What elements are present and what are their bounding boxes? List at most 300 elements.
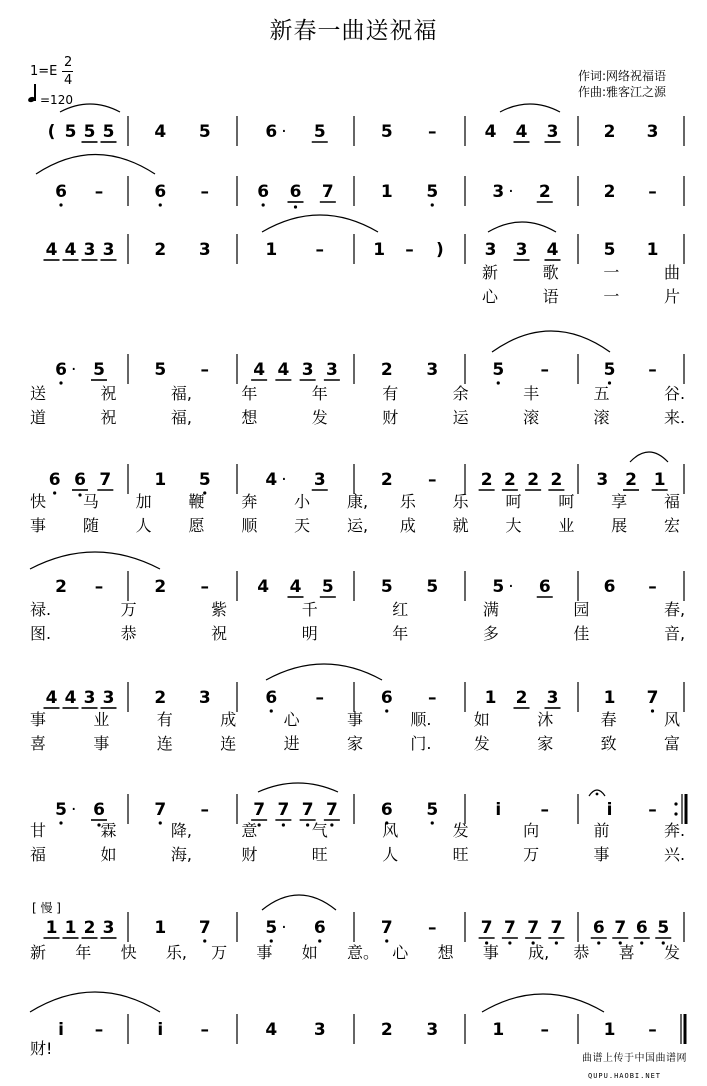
lyric-char: 业 [558,516,575,535]
lyric-char: 喜 [618,943,635,962]
lyric-char: 顺 [241,516,258,535]
note: 6 [74,470,86,490]
note: 2 [527,470,540,490]
note: 3 [313,470,326,490]
note: 1 [492,1020,505,1040]
lyric-char: 降, [170,821,192,840]
lyric-char: 人 [135,516,152,535]
note: 6 [538,577,551,597]
note: 1 [646,240,659,260]
lyric-char: 财! [30,1039,53,1058]
note: 5 [603,240,616,260]
note: 5 [102,122,115,142]
lyric-char: 随 [82,516,99,535]
lyric-char: 千 [301,600,318,619]
note: 7 [527,918,540,938]
low-octave-dot-icon [431,203,434,206]
lyric-char: 年 [75,943,92,962]
note: i [157,1020,164,1040]
lyric-char: 丰 [523,384,540,403]
note: – [200,577,209,597]
lyric-char: 音, [664,624,686,643]
lyric-char: 明 [301,624,318,643]
lyric-char: 旺 [311,845,328,864]
note: 4 [257,577,270,597]
note: 1 [45,918,58,938]
note: 7 [646,688,659,708]
lyric-char: 宏 [664,516,681,535]
note: – [648,360,657,380]
note: 4 [253,360,266,380]
note: 7 [503,918,516,938]
low-octave-dot-icon [306,823,309,826]
lyric-char: 就 [452,516,469,535]
note: 6 [380,688,393,708]
note: – [648,1020,657,1040]
note: 3 [426,360,439,380]
note: 3 [646,122,659,142]
lyric-char: 顺. [410,710,432,729]
note: 2 [380,360,393,380]
note: 2 [625,470,637,490]
augmentation-dot: · [71,800,77,820]
note: 4 [154,122,167,142]
note: 7 [480,918,493,938]
note: 4 [515,122,528,142]
note: 7 [380,918,393,938]
low-octave-dot-icon [385,939,388,942]
note: ( [47,122,56,142]
lyric-char: 事 [482,943,499,962]
lyric-char: 呵 [558,492,575,511]
note: 6 [592,918,605,938]
note: 6 [93,800,105,820]
note: 6 [313,918,326,938]
note: 5 [265,918,278,938]
lyric-char: 紫 [211,600,228,619]
lyric-char: 万 [120,600,137,619]
slur [492,331,610,352]
lyric-char: 乐 [452,492,469,511]
low-octave-dot-icon [431,821,434,824]
key-signature: 1=E [30,64,58,79]
slur [258,783,338,792]
lyric-char: 运 [452,408,469,427]
lyric-char: 年 [241,384,258,403]
time-signature-bottom: 4 [64,73,73,88]
note: 4 [546,240,559,260]
lyric-char: 余 [452,384,469,403]
lyric-char: 财 [241,845,258,864]
note: 5 [313,122,326,142]
note: i [495,800,502,820]
note: 5 [426,182,439,202]
lyric-char: 连 [156,734,173,753]
note: 6 [265,122,278,142]
note: 4 [45,688,58,708]
note: 1 [154,470,167,490]
note: – [540,800,549,820]
lyric-char: 旺 [452,845,469,864]
lyric-char: 园 [573,600,590,619]
lyric-char: 运, [347,516,369,535]
note: 3 [102,918,115,938]
note: 7 [321,182,334,202]
repeat-dot-icon [674,802,677,805]
note: 7 [550,918,563,938]
note: – [428,470,437,490]
low-octave-dot-icon [78,493,81,496]
note: 2 [538,182,551,202]
repeat-dot-icon [674,812,677,815]
note: 3 [198,240,211,260]
lyric-char: 发 [664,943,681,962]
note: 3 [198,688,211,708]
note: 3 [492,182,505,202]
lyric-char: 发 [452,821,469,840]
lyric-char: 意。 [347,943,380,962]
augmentation-dot: · [281,470,287,490]
note: – [94,182,104,202]
note: 6 [603,577,616,597]
lyric-char: 一 [603,287,620,306]
note: 4 [265,470,278,490]
note: 4 [484,122,497,142]
lyric-char: 事 [256,943,273,962]
lyric-char: 人 [382,845,399,864]
lyric-char: 满 [482,600,499,619]
lyric-char: 事 [30,710,47,729]
note: 7 [301,800,314,820]
lyric-char: 有 [382,384,399,403]
note: 5 [321,577,334,597]
note: 5 [492,360,505,380]
lyric-char: 恭 [573,943,590,962]
lyric-char: 语 [542,287,559,306]
note: 4 [64,688,77,708]
note: 2 [55,577,67,597]
lyric-char: 快 [120,943,137,962]
lyric-char: 加 [135,492,152,511]
lyric-char: 滚 [593,408,610,427]
lyric-char: 鞭 [188,492,205,511]
tempo-value: =120 [40,93,73,107]
slur [266,664,382,680]
lyric-char: 祝 [211,624,228,643]
note: 2 [380,470,393,490]
lyric-char: 心 [392,943,409,962]
lyric-char: 享 [611,492,628,511]
lyric-char: 意 [241,821,258,840]
lyric-char: 福 [30,845,47,864]
note: 1 [484,688,497,708]
note: 4 [277,360,290,380]
lyric-char: 气 [311,821,328,840]
lyric-char: 乐, [165,943,187,962]
lyric-char: 来. [664,408,686,427]
note: 2 [380,1020,393,1040]
lyric-char: 如 [473,710,490,729]
note: – [428,918,437,938]
note: 3 [596,470,609,490]
note: ) [435,240,444,260]
lyric-char: 祝 [100,384,117,403]
slur [262,215,378,232]
low-octave-dot-icon [159,821,162,824]
note: – [94,577,104,597]
note: 2 [154,688,167,708]
slur [30,552,160,569]
lyric-char: 如 [100,845,117,864]
lyric-char: 向 [523,821,540,840]
lyric-char: 奔 [241,492,258,511]
note: 5 [198,122,211,142]
lyric-char: 家 [347,734,364,753]
note: 5 [380,122,393,142]
footer-site-text: 曲谱上传于中国曲谱网 [582,1053,687,1064]
note: – [200,360,209,380]
lyric-char: 展 [611,516,628,535]
note: 3 [426,1020,439,1040]
note: – [540,1020,549,1040]
lyric-char: 心 [482,287,499,306]
note: 5 [198,470,211,490]
lyric-char: 快 [30,492,47,511]
low-octave-dot-icon [385,709,388,712]
composer-credit: 作曲:雅客江之源 [578,85,667,99]
slur [482,994,604,1012]
note: 1 [380,182,393,202]
augmentation-dot: · [71,360,77,380]
lyric-char: 甘 [30,821,47,840]
lyric-char: 发 [311,408,328,427]
note: – [648,182,657,202]
note: 5 [657,918,670,938]
lyric-char: 年 [311,384,328,403]
note: – [648,577,657,597]
note: – [648,800,657,820]
note: 2 [83,918,96,938]
note: 7 [154,800,167,820]
lyric-char: 新 [482,263,499,282]
note: 1 [265,240,278,260]
lyric-char: 万 [523,845,540,864]
lyric-char: 愿 [188,516,205,535]
lyric-char: 春, [664,600,686,619]
note: 6 [380,800,393,820]
lyric-char: 道 [30,408,47,427]
lyric-char: 红 [392,600,409,619]
lyric-char: 送 [30,384,47,403]
low-octave-dot-icon [555,941,558,944]
low-octave-dot-icon [330,823,333,826]
lyric-char: 前 [593,821,610,840]
lyric-char: 谷. [664,384,686,403]
note: – [315,240,324,260]
lyric-char: 喜 [30,734,47,753]
lyric-char: 如 [301,943,318,962]
augmentation-dot: · [281,122,287,142]
note: 5 [380,577,393,597]
note: – [540,360,549,380]
low-octave-dot-icon [294,205,297,208]
lyric-char: 禄. [30,600,52,619]
lyric-char: 想 [241,408,258,427]
low-octave-dot-icon [640,941,643,944]
note: 5 [64,122,77,142]
lyric-char: 一 [603,263,620,282]
note: 7 [614,918,627,938]
lyric-char: 曲 [664,263,681,282]
note: 3 [484,240,497,260]
note: i [58,1020,64,1040]
augmentation-dot: · [508,182,514,202]
lyric-char: 康, [347,492,369,511]
lyric-char: 祝 [100,408,117,427]
low-octave-dot-icon [262,203,265,206]
lyric-char: 天 [294,516,311,535]
lyric-char: 心 [283,710,300,729]
lyric-char: 大 [505,516,522,535]
low-octave-dot-icon [497,381,500,384]
lyric-char: 兴. [664,845,686,864]
note: 6 [55,360,67,380]
note: – [94,1020,104,1040]
note: 2 [603,182,616,202]
low-octave-dot-icon [203,939,206,942]
note: – [428,688,437,708]
note: – [200,182,209,202]
lyric-char: 新 [30,943,47,962]
note: 1 [154,918,167,938]
low-octave-dot-icon [59,381,62,384]
lyric-char: 致 [600,734,617,753]
note: 6 [265,688,278,708]
lyric-char: 图. [30,624,52,643]
note: 2 [550,470,563,490]
note: 2 [154,577,167,597]
note: 1 [373,240,386,260]
tempo-marking: [ 慢 ] [32,901,61,915]
note: 3 [325,360,338,380]
lyric-char: 马 [82,492,99,511]
note: 1 [603,1020,616,1040]
lyric-char: 事 [593,845,610,864]
note: 7 [277,800,290,820]
lyric-char: 财 [382,408,399,427]
note: i [606,800,613,820]
note: 5 [154,360,167,380]
note: 3 [313,1020,326,1040]
lyric-char: 乐 [399,492,416,511]
slur [488,222,556,232]
lyric-char: 小 [294,492,311,511]
footer-site-url: QUPU.HAOBI.NET [588,1072,662,1080]
lyric-char: 多 [482,624,499,643]
lyric-char: 门. [410,734,432,753]
note: 1 [603,688,616,708]
lyric-char: 事 [347,710,364,729]
song-title: 新春一曲送祝福 [269,18,438,44]
lyric-char: 呵 [505,492,522,511]
low-octave-dot-icon [597,941,600,944]
note: 2 [480,470,493,490]
note: 7 [253,800,266,820]
augmentation-dot: · [508,577,514,597]
note: 5 [426,800,439,820]
note: 7 [198,918,211,938]
lyric-char: 福 [664,492,681,511]
note: 5 [83,122,96,142]
lyric-char: 风 [382,821,399,840]
note: 3 [301,360,314,380]
note: 3 [546,122,559,142]
low-octave-dot-icon [53,491,56,494]
note: 3 [102,240,115,260]
note: 2 [503,470,516,490]
slur [262,895,336,910]
note: 6 [55,182,67,202]
note: 1 [653,470,666,490]
note: 2 [154,240,167,260]
note: 3 [515,240,528,260]
lyric-char: 事 [30,516,47,535]
note: 3 [546,688,559,708]
note: 5 [492,577,505,597]
note: – [428,122,437,142]
note: 6 [635,918,648,938]
note: 6 [257,182,270,202]
lyric-char: 成, [528,943,550,962]
lyric-char: 成 [220,710,237,729]
low-octave-dot-icon [318,939,321,942]
lyric-char: 恭 [120,624,137,643]
lyric-char: 五 [593,384,610,403]
lyric-char: 家 [537,734,554,753]
note: 5 [55,800,67,820]
lyric-char: 成 [399,516,416,535]
note: 3 [102,688,115,708]
lyric-char: 事 [93,734,110,753]
lyric-char: 春 [600,710,617,729]
lyric-char: 进 [283,734,300,753]
note: – [315,688,324,708]
augmentation-dot: · [281,918,287,938]
note: 1 [64,918,77,938]
lyric-char: 歌 [542,263,559,282]
fermata-dot [596,793,599,796]
note: 5 [426,577,439,597]
note: 4 [265,1020,278,1040]
note: 4 [289,577,302,597]
note: 6 [289,182,302,202]
low-octave-dot-icon [59,821,62,824]
note: 7 [99,470,112,490]
lyric-char: 福, [170,384,192,403]
lyric-char: 富 [664,734,681,753]
lyric-char: 海, [170,845,192,864]
note: 4 [64,240,77,260]
lyric-char: 佳 [573,624,590,643]
slur [630,452,668,462]
lyric-char: 万 [211,943,228,962]
low-octave-dot-icon [282,823,285,826]
note: 6 [48,470,61,490]
lyric-char: 连 [220,734,237,753]
note: – [200,800,209,820]
note: – [405,240,414,260]
lyric-char: 有 [156,710,173,729]
